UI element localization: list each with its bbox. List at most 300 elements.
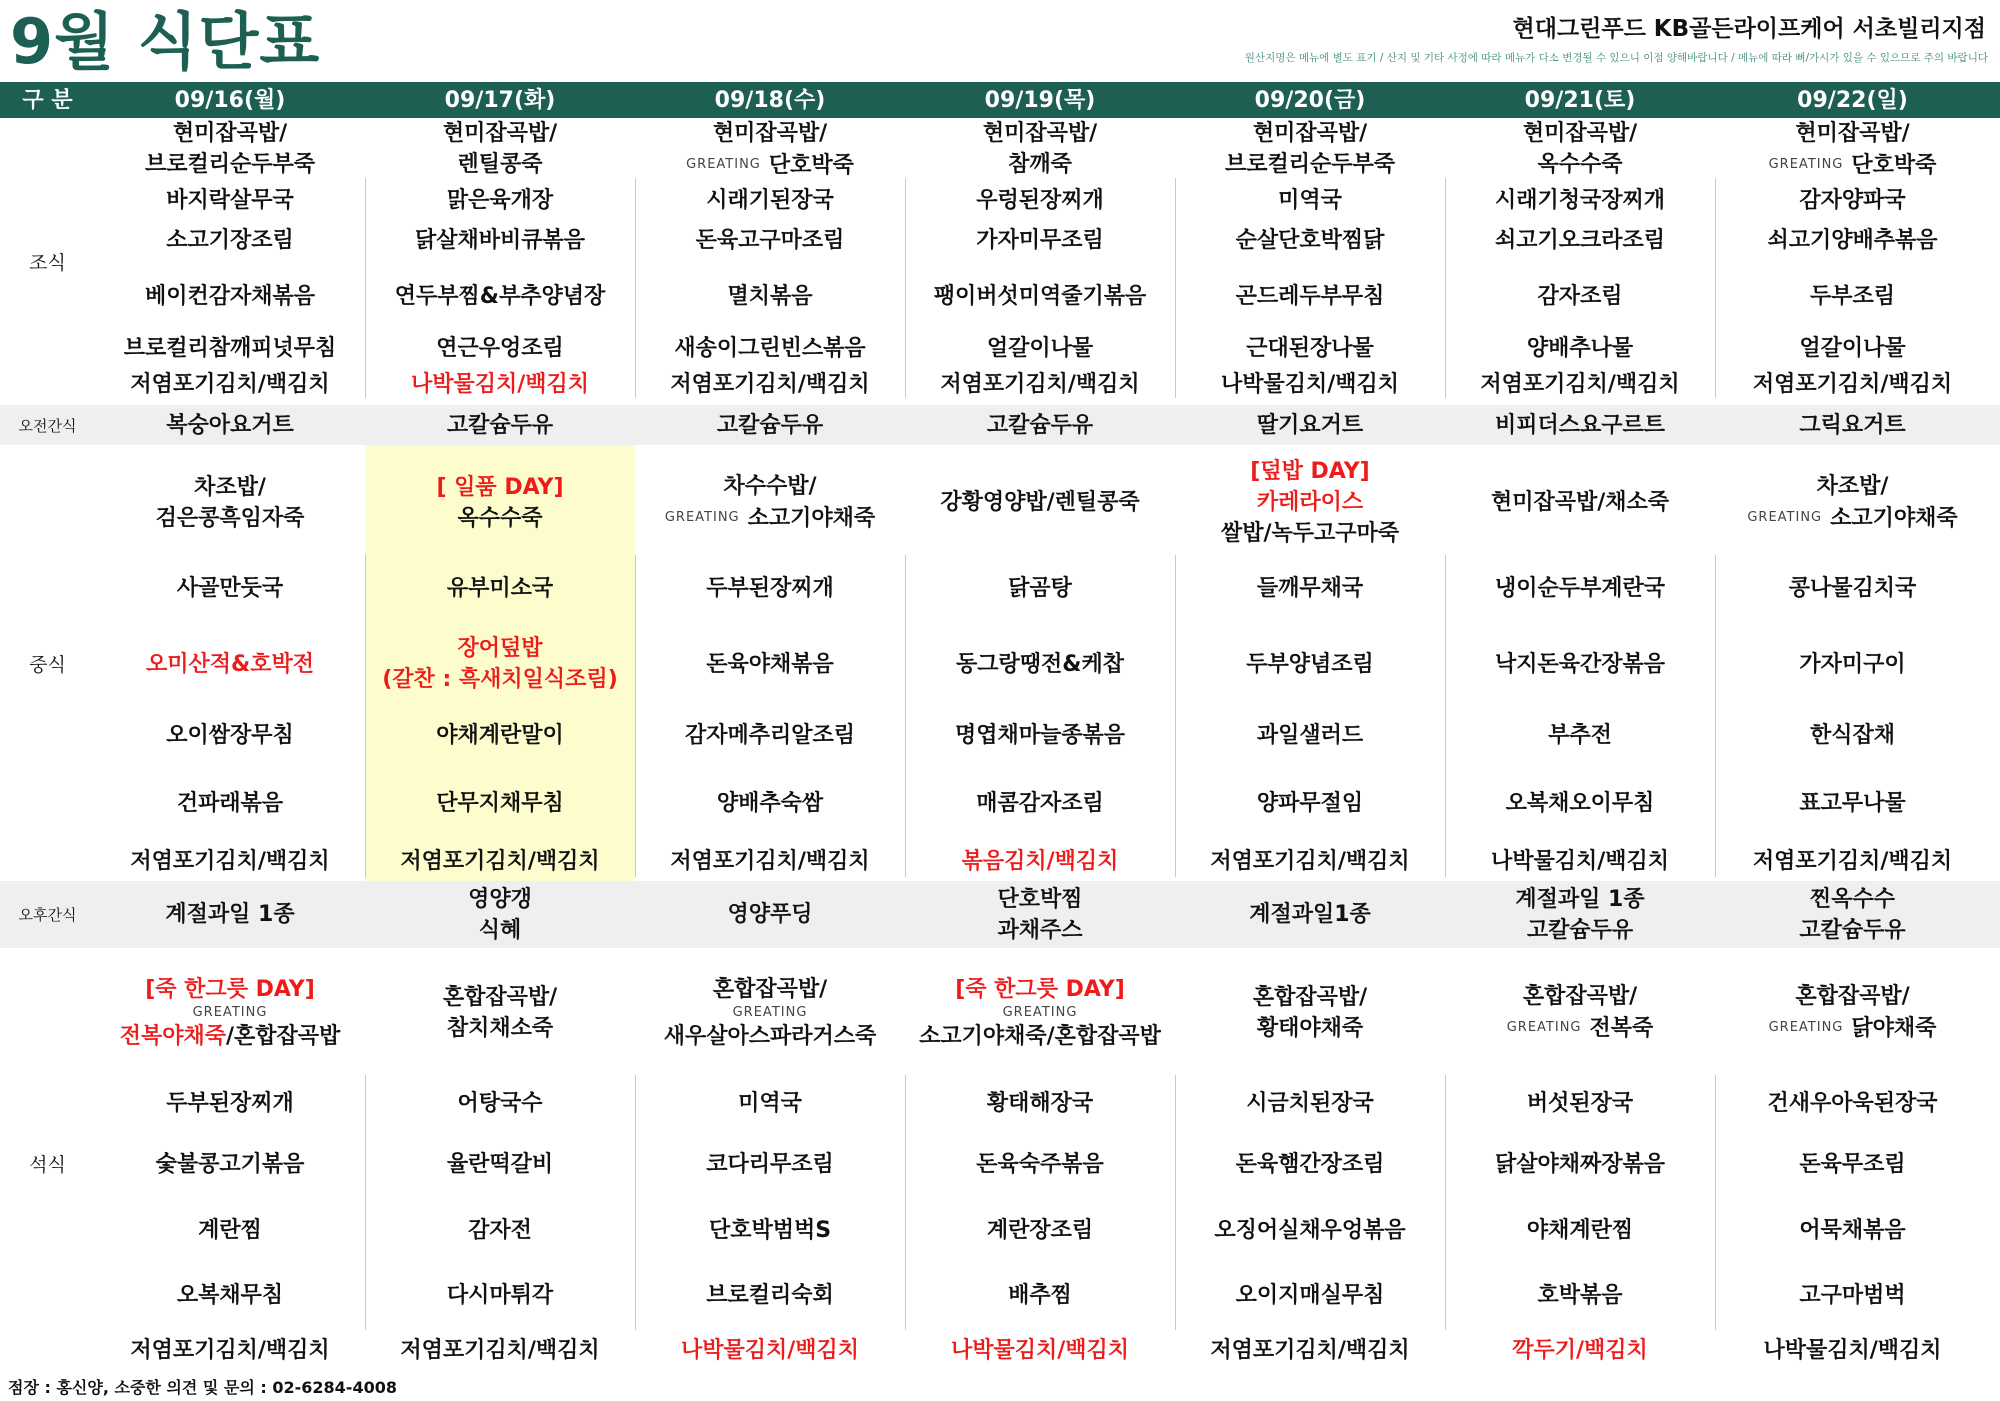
breakfast-side2 (1715, 278, 1990, 314)
breakfast-side3-text: 근대된장나물 (1246, 335, 1374, 361)
breakfast-main (635, 118, 905, 180)
lunch-side3 (905, 785, 1175, 821)
breakfast-soup (1715, 182, 1990, 218)
dinner-side3-text: 호박볶음 (1537, 1282, 1623, 1308)
breakfast-side1-text: 가자미무조림 (976, 227, 1104, 253)
lunch-main (905, 455, 1175, 550)
breakfast-soup-text: 맑은육개장 (446, 187, 554, 213)
lunch-main-text: 소고기야채죽 (1830, 506, 1958, 531)
dinner-main-line: 황태야채죽 (1256, 1015, 1364, 1041)
breakfast-main-line (1769, 149, 1937, 181)
breakfast-main-line: 현미잡곡밥/ (982, 121, 1098, 146)
breakfast-kimchi-text: 나박물김치/백김치 (1220, 371, 1400, 397)
breakfast-main-text: 단호박죽 (768, 152, 854, 178)
breakfast-side1-text: 돈육고구마조림 (695, 227, 845, 253)
lunch-soup-text: 닭곰탕 (1008, 575, 1072, 601)
dinner-soup-text: 시금치된장국 (1246, 1090, 1374, 1116)
day-header: 09/21(토) (1524, 88, 1636, 113)
am-snack-text: 딸기요거트 (1256, 412, 1364, 438)
dinner-main (95, 955, 365, 1070)
breakfast-main-line: 현미잡곡밥/ (172, 121, 288, 146)
section-label-breakfast: 조식 (29, 252, 66, 274)
pm-snack-text: 영양갱 (468, 886, 532, 912)
am-snack (1445, 405, 1715, 445)
lunch-side1 (95, 620, 365, 708)
dinner-kimchi-text: 저염포기김치/백김치 (130, 1337, 330, 1363)
breakfast-side1 (1445, 222, 1715, 258)
lunch-main-text: 차조밥/ (194, 474, 266, 500)
dinner-side1-text: 닭살야채짜장볶음 (1494, 1151, 1666, 1177)
lunch-kimchi (365, 843, 635, 879)
dinner-side2-text: 계란찜 (198, 1217, 262, 1243)
dinner-side3-text: 배추찜 (1008, 1282, 1072, 1308)
lunch-soup-text: 사골만둣국 (176, 575, 284, 601)
dinner-main-line (120, 1021, 341, 1052)
breakfast-side3 (635, 330, 905, 366)
pm-snack-text: 고칼슘두유 (1799, 917, 1906, 943)
lunch-main-text: 강황영양밥/렌틸콩죽 (940, 490, 1140, 515)
breakfast-side2-text: 베이컨감자채볶음 (144, 283, 316, 309)
day-header-bar (0, 82, 2000, 118)
lunch-side3 (1175, 785, 1445, 821)
breakfast-side1-text: 쇠고기오크라조림 (1494, 227, 1666, 253)
dinner-side3 (95, 1277, 365, 1313)
breakfast-side1 (1715, 222, 1990, 258)
lunch-main-line (1491, 487, 1669, 518)
lunch-main-line (665, 502, 875, 534)
lunch-side1 (365, 620, 635, 708)
dinner-main (365, 955, 635, 1070)
dinner-kimchi (95, 1332, 365, 1368)
breakfast-kimchi-text: 저염포기김치/백김치 (1752, 371, 1953, 397)
pm-snack-text: 영양푸딩 (727, 902, 813, 927)
lunch-side3-text: 건파래볶음 (176, 790, 284, 816)
dinner-soup (1445, 1085, 1715, 1121)
lunch-soup (365, 570, 635, 606)
dinner-kimchi-text: 저염포기김치/백김치 (400, 1337, 600, 1363)
lunch-side1 (1175, 620, 1445, 708)
dinner-side1-text: 숯불콩고기볶음 (155, 1151, 305, 1177)
day-header: 09/16(월) (174, 88, 286, 113)
dinner-soup (95, 1085, 365, 1121)
breakfast-side2 (95, 278, 365, 314)
lunch-kimchi (1445, 843, 1715, 879)
dinner-side2 (95, 1212, 365, 1248)
pm-snack (365, 881, 635, 948)
breakfast-side1 (905, 222, 1175, 258)
dinner-side1 (635, 1146, 905, 1182)
lunch-side1-text: 두부양념조림 (1246, 651, 1374, 677)
breakfast-kimchi (365, 366, 635, 402)
dinner-day-title: [죽 한그릇 DAY] (145, 976, 315, 1002)
breakfast-side3 (905, 330, 1175, 366)
breakfast-main (905, 118, 1175, 180)
dinner-side3-text: 브로컬리숙회 (706, 1282, 834, 1308)
breakfast-side3 (1445, 330, 1715, 366)
pm-snack-text: 계절과일 1종 (1515, 886, 1645, 912)
breakfast-main-line (1537, 149, 1622, 180)
lunch-soup (635, 570, 905, 606)
lunch-side2-text: 오이쌈장무침 (166, 722, 294, 748)
pm-snack (1445, 881, 1715, 948)
breakfast-side2 (905, 278, 1175, 314)
lunch-main-text: 현미잡곡밥/채소죽 (1490, 490, 1670, 515)
lunch-soup-text: 유부미소국 (446, 575, 554, 601)
day-header: 09/17(화) (444, 88, 556, 113)
breakfast-soup (1445, 182, 1715, 218)
dinner-side2-text: 오징어실채우엉볶음 (1214, 1217, 1406, 1243)
dinner-soup (635, 1085, 905, 1121)
lunch-main-line (1250, 456, 1369, 487)
lunch-kimchi (905, 843, 1175, 879)
breakfast-side1 (1175, 222, 1445, 258)
dinner-kimchi (905, 1332, 1175, 1368)
dinner-kimchi (365, 1332, 635, 1368)
am-snack (905, 405, 1175, 445)
breakfast-side2 (1175, 278, 1445, 314)
lunch-main-text: 차수수밥/ (723, 474, 817, 499)
breakfast-side2-text: 연두부찜&부추양념장 (394, 283, 606, 309)
lunch-main-text: 카레라이스 (1256, 490, 1364, 515)
breakfast-main (1175, 118, 1445, 180)
lunch-side3 (1715, 785, 1990, 821)
breakfast-main-text: 참깨죽 (1008, 152, 1072, 177)
lunch-soup (95, 570, 365, 606)
lunch-soup-text: 두부된장찌개 (706, 575, 834, 601)
lunch-side1-text: 동그랑땡전&케찹 (956, 651, 1124, 677)
breakfast-side1 (635, 222, 905, 258)
dinner-main-line: 참치채소죽 (446, 1015, 554, 1041)
lunch-side2-text: 감자메추리알조림 (684, 722, 856, 748)
lunch-main-text: 소고기야채죽 (747, 506, 876, 531)
lunch-side1 (635, 620, 905, 708)
breakfast-kimchi-text: 저염포기김치/백김치 (1480, 371, 1680, 397)
breakfast-side2 (365, 278, 635, 314)
section-label-lunch: 중식 (29, 653, 66, 676)
lunch-kimchi-text: 나박물김치/백김치 (1490, 848, 1670, 874)
dinner-kimchi (1445, 1332, 1715, 1368)
breakfast-kimchi-text: 저염포기김치/백김치 (940, 371, 1140, 397)
dinner-kimchi-text: 깍두기/백김치 (1512, 1337, 1648, 1363)
lunch-kimchi-text: 저염포기김치/백김치 (130, 848, 330, 874)
lunch-side3 (365, 785, 635, 821)
dinner-side2 (1445, 1212, 1715, 1248)
greating-brand-logo: GREATING (1002, 1004, 1078, 1020)
breakfast-main-text: 옥수수죽 (1537, 152, 1623, 177)
breakfast-main-line (457, 149, 542, 180)
dinner-soup-text: 두부된장찌개 (166, 1090, 294, 1116)
dinner-side2 (1715, 1212, 1990, 1248)
dinner-soup (365, 1085, 635, 1121)
dinner-kimchi-text: 저염포기김치/백김치 (1210, 1337, 1410, 1363)
pm-snack (1715, 881, 1990, 948)
lunch-main-line (436, 472, 563, 503)
breakfast-main-line: 현미잡곡밥/ (442, 121, 558, 146)
breakfast-main (1715, 118, 1990, 180)
am-snack (635, 405, 905, 445)
company-name: 현대그린푸드 KB골든라이프케어 서초빌리지점 (1512, 16, 1986, 42)
breakfast-side3-text: 얼갈이나물 (986, 335, 1094, 361)
breakfast-soup-text: 바지락살무국 (166, 187, 294, 213)
section-label-pm_snack: 오후간식 (18, 906, 77, 924)
dinner-side1-text: 돈육무조림 (1799, 1151, 1906, 1177)
dinner-side1-text: 돈육햄간장조림 (1235, 1151, 1385, 1177)
dinner-soup (905, 1085, 1175, 1121)
am-snack (95, 405, 365, 445)
lunch-main-line (194, 472, 266, 503)
breakfast-side2-text: 감자조림 (1537, 283, 1623, 309)
pm-snack (1175, 881, 1445, 948)
breakfast-side2 (635, 278, 905, 314)
lunch-main-text: 옥수수죽 (457, 505, 543, 531)
am-snack-text: 고칼슘두유 (446, 412, 554, 438)
breakfast-kimchi (95, 366, 365, 402)
lunch-kimchi (635, 843, 905, 879)
lunch-main-line (156, 503, 305, 534)
breakfast-soup-text: 시래기청국장찌개 (1494, 187, 1666, 213)
breakfast-side3-text: 브로컬리참깨피넛무침 (123, 335, 337, 361)
breakfast-main-line (145, 149, 315, 180)
dinner-main-text: 닭야채죽 (1851, 1016, 1937, 1041)
dinner-main-line: 혼합잡곡밥/ (442, 984, 558, 1010)
lunch-main (635, 455, 905, 550)
dinner-main (635, 955, 905, 1070)
lunch-side3-text: 양배추숙쌈 (716, 790, 824, 816)
greating-brand-logo: GREATING (664, 510, 740, 525)
dinner-side2-text: 어묵채볶음 (1799, 1217, 1906, 1243)
section-label-dinner: 석식 (29, 1153, 66, 1176)
breakfast-main-line: 현미잡곡밥/ (1252, 121, 1368, 146)
breakfast-kimchi (905, 366, 1175, 402)
dinner-main-line (919, 1021, 1161, 1052)
dinner-side3 (635, 1277, 905, 1313)
dinner-side2 (905, 1212, 1175, 1248)
breakfast-main-line (686, 149, 854, 181)
breakfast-side3 (1715, 330, 1990, 366)
lunch-side1-text: 오미산적&호박전 (146, 651, 314, 677)
dinner-soup-text: 미역국 (738, 1090, 802, 1116)
lunch-kimchi-text: 저염포기김치/백김치 (400, 848, 600, 874)
lunch-side2-text: 야채계란말이 (436, 722, 564, 748)
breakfast-main-text: 브로컬리순두부죽 (144, 152, 316, 177)
lunch-kimchi-text: 볶음김치/백김치 (961, 848, 1119, 874)
pm-snack-text: 고칼슘두유 (1526, 917, 1634, 943)
greating-brand-logo: GREATING (1747, 510, 1823, 525)
pm-snack-text: 단호박찜 (997, 886, 1083, 912)
lunch-kimchi-text: 저염포기김치/백김치 (1210, 848, 1410, 874)
dinner-main-line (1507, 1012, 1654, 1044)
lunch-kimchi (1175, 843, 1445, 879)
breakfast-kimchi (1445, 366, 1715, 402)
pm-snack (95, 881, 365, 948)
breakfast-side2-text: 두부조림 (1809, 283, 1895, 309)
dinner-side1-text: 돈육숙주볶음 (976, 1151, 1104, 1177)
breakfast-side2-text: 곤드레두부무침 (1235, 283, 1385, 309)
breakfast-side1-text: 순살단호박찜닭 (1235, 227, 1385, 253)
dinner-soup-text: 어탕국수 (457, 1090, 543, 1116)
lunch-side3 (1445, 785, 1715, 821)
breakfast-main-text: 브로컬리순두부죽 (1224, 152, 1396, 177)
dinner-main-line: 새우살아스파라거스죽 (663, 1023, 877, 1049)
breakfast-kimchi-text: 나박물김치/백김치 (410, 371, 590, 397)
lunch-kimchi-text: 저염포기김치/백김치 (670, 848, 870, 874)
lunch-side2 (905, 717, 1175, 753)
dinner-soup-text: 황태해장국 (986, 1090, 1094, 1116)
lunch-side1-text: 돈육야채볶음 (706, 651, 834, 677)
lunch-side2-text: 과일샐러드 (1256, 722, 1364, 748)
breakfast-side3 (95, 330, 365, 366)
dinner-side1 (95, 1146, 365, 1182)
breakfast-side3-text: 새송이그린빈스볶음 (674, 335, 866, 361)
day-header: 09/22(일) (1797, 88, 1908, 113)
dinner-side2-text: 단호박범벅S (708, 1217, 832, 1243)
pm-snack (635, 881, 905, 948)
breakfast-side2-text: 멸치볶음 (727, 283, 813, 309)
am-snack-text: 그릭요거트 (1799, 412, 1906, 438)
dinner-side3 (1445, 1277, 1715, 1313)
dinner-main-text: /혼합잡곡밥 (225, 1023, 341, 1049)
lunch-main-text: 쌀밥/녹두고구마죽 (1220, 521, 1400, 546)
dinner-main-text: 전복야채죽 (119, 1023, 226, 1049)
lunch-main-line (1747, 502, 1957, 534)
lunch-main (1445, 455, 1715, 550)
dinner-kimchi-text: 나박물김치/백김치 (950, 1337, 1130, 1363)
lunch-side3 (635, 785, 905, 821)
breakfast-side1-text: 소고기장조림 (166, 227, 294, 253)
am-snack-text: 복숭아요거트 (166, 412, 294, 438)
lunch-side3-text: 단무지채무침 (436, 790, 564, 816)
lunch-side1-text: 장어덮밥 (457, 636, 543, 661)
breakfast-main (1445, 118, 1715, 180)
breakfast-soup-text: 우렁된장찌개 (976, 187, 1104, 213)
lunch-side2 (1175, 717, 1445, 753)
breakfast-side3-text: 연근우엉조림 (436, 335, 564, 361)
breakfast-kimchi (1715, 366, 1990, 402)
dinner-side2-text: 야채계란찜 (1526, 1217, 1634, 1243)
lunch-side1 (905, 620, 1175, 708)
am-snack (1175, 405, 1445, 445)
lunch-side2 (1715, 717, 1990, 753)
greating-brand-logo: GREATING (686, 156, 761, 172)
day-header: 09/20(금) (1254, 88, 1366, 113)
breakfast-side1 (95, 222, 365, 258)
breakfast-side1-text: 닭살채바비큐볶음 (414, 227, 586, 253)
breakfast-kimchi (1175, 366, 1445, 402)
dinner-main (1445, 955, 1715, 1070)
dinner-main-line: 혼합잡곡밥/ (712, 976, 828, 1002)
lunch-main-line (1221, 518, 1399, 549)
dinner-soup-text: 건새우아욱된장국 (1767, 1090, 1938, 1116)
dinner-side1 (365, 1146, 635, 1182)
lunch-main (365, 455, 635, 550)
day-header: 09/19(목) (984, 88, 1096, 113)
lunch-main-line (940, 487, 1139, 518)
dinner-main-line: 혼합잡곡밥/ (1522, 984, 1638, 1009)
category-header: 구 분 (22, 88, 73, 113)
breakfast-kimchi-text: 저염포기김치/백김치 (130, 371, 330, 397)
pm-snack-text: 계절과일1종 (1249, 902, 1371, 927)
lunch-side3-text: 매콤감자조림 (976, 790, 1104, 816)
breakfast-soup-text: 감자양파국 (1799, 187, 1906, 213)
dinner-main-text: 전복죽 (1589, 1016, 1654, 1041)
dinner-kimchi (1175, 1332, 1445, 1368)
lunch-main (1715, 455, 1990, 550)
dinner-side2 (365, 1212, 635, 1248)
dinner-side1 (1175, 1146, 1445, 1182)
dinner-side1 (1715, 1146, 1990, 1182)
dinner-main (1715, 955, 1990, 1070)
breakfast-side3 (365, 330, 635, 366)
breakfast-kimchi-text: 저염포기김치/백김치 (670, 371, 870, 397)
lunch-side1-text: 가자미구이 (1799, 651, 1906, 677)
dinner-side3 (1715, 1277, 1990, 1313)
dinner-side3 (905, 1277, 1175, 1313)
lunch-side2 (1445, 717, 1715, 753)
dinner-day-title: [죽 한그릇 DAY] (955, 976, 1125, 1002)
lunch-side1 (1715, 620, 1990, 708)
greating-brand-logo: GREATING (192, 1004, 268, 1020)
lunch-soup (1445, 570, 1715, 606)
lunch-main-text: [덮밥 DAY] (1250, 459, 1370, 484)
lunch-main-text: [ 일품 DAY] (436, 474, 564, 500)
lunch-kimchi (1715, 843, 1990, 879)
am-snack-text: 비피더스요구르트 (1494, 412, 1666, 438)
lunch-main (1175, 455, 1445, 550)
lunch-main-line (1257, 487, 1363, 518)
breakfast-main-line: 현미잡곡밥/ (1795, 120, 1910, 146)
lunch-side3 (95, 785, 365, 821)
dinner-kimchi (635, 1332, 905, 1368)
dinner-side1 (905, 1146, 1175, 1182)
pm-snack (905, 881, 1175, 948)
dinner-soup (1175, 1085, 1445, 1121)
lunch-side2 (635, 717, 905, 753)
lunch-side3-text: 표고무나물 (1799, 790, 1906, 816)
greating-brand-logo: GREATING (1768, 156, 1844, 172)
lunch-side2 (95, 717, 365, 753)
lunch-side3-text: 오복채오이무침 (1505, 790, 1655, 816)
breakfast-main-line (1008, 149, 1072, 180)
breakfast-soup-text: 미역국 (1278, 187, 1342, 213)
pm-snack-text: 계절과일 1종 (165, 902, 295, 927)
dinner-side2-text: 감자전 (468, 1217, 532, 1243)
am-snack-text: 고칼슘두유 (986, 412, 1094, 438)
lunch-side2-text: 한식잡채 (1809, 722, 1895, 748)
lunch-soup (1175, 570, 1445, 606)
am-snack (365, 405, 635, 445)
page-title: 9월 식단표 (10, 5, 321, 78)
dinner-main (905, 955, 1175, 1070)
lunch-side2-text: 명엽채마늘종볶음 (954, 722, 1126, 748)
lunch-main-line (457, 503, 542, 534)
dinner-kimchi (1715, 1332, 1990, 1368)
lunch-side1-text: (갈찬 : 흑새치일식조림) (382, 667, 618, 692)
breakfast-main (365, 118, 635, 180)
lunch-side3-text: 양파무절임 (1256, 790, 1364, 816)
dinner-side3-text: 오이지매실무침 (1235, 1282, 1385, 1308)
lunch-soup (1715, 570, 1990, 606)
pm-snack-text: 식혜 (478, 917, 522, 943)
lunch-side1-text: 낙지돈육간장볶음 (1494, 651, 1666, 677)
lunch-side2-text: 부추전 (1548, 722, 1612, 748)
footer-contact: 점장 : 홍신양, 소중한 의견 및 문의 : 02-6284-4008 (8, 1378, 397, 1397)
lunch-main (95, 455, 365, 550)
breakfast-side3-text: 양배추나물 (1526, 335, 1634, 361)
greating-brand-logo: GREATING (1506, 1020, 1582, 1035)
lunch-soup-text: 콩나물김치국 (1788, 575, 1917, 601)
dinner-main-line: 혼합잡곡밥/ (1252, 984, 1368, 1010)
breakfast-side2 (1445, 278, 1715, 314)
